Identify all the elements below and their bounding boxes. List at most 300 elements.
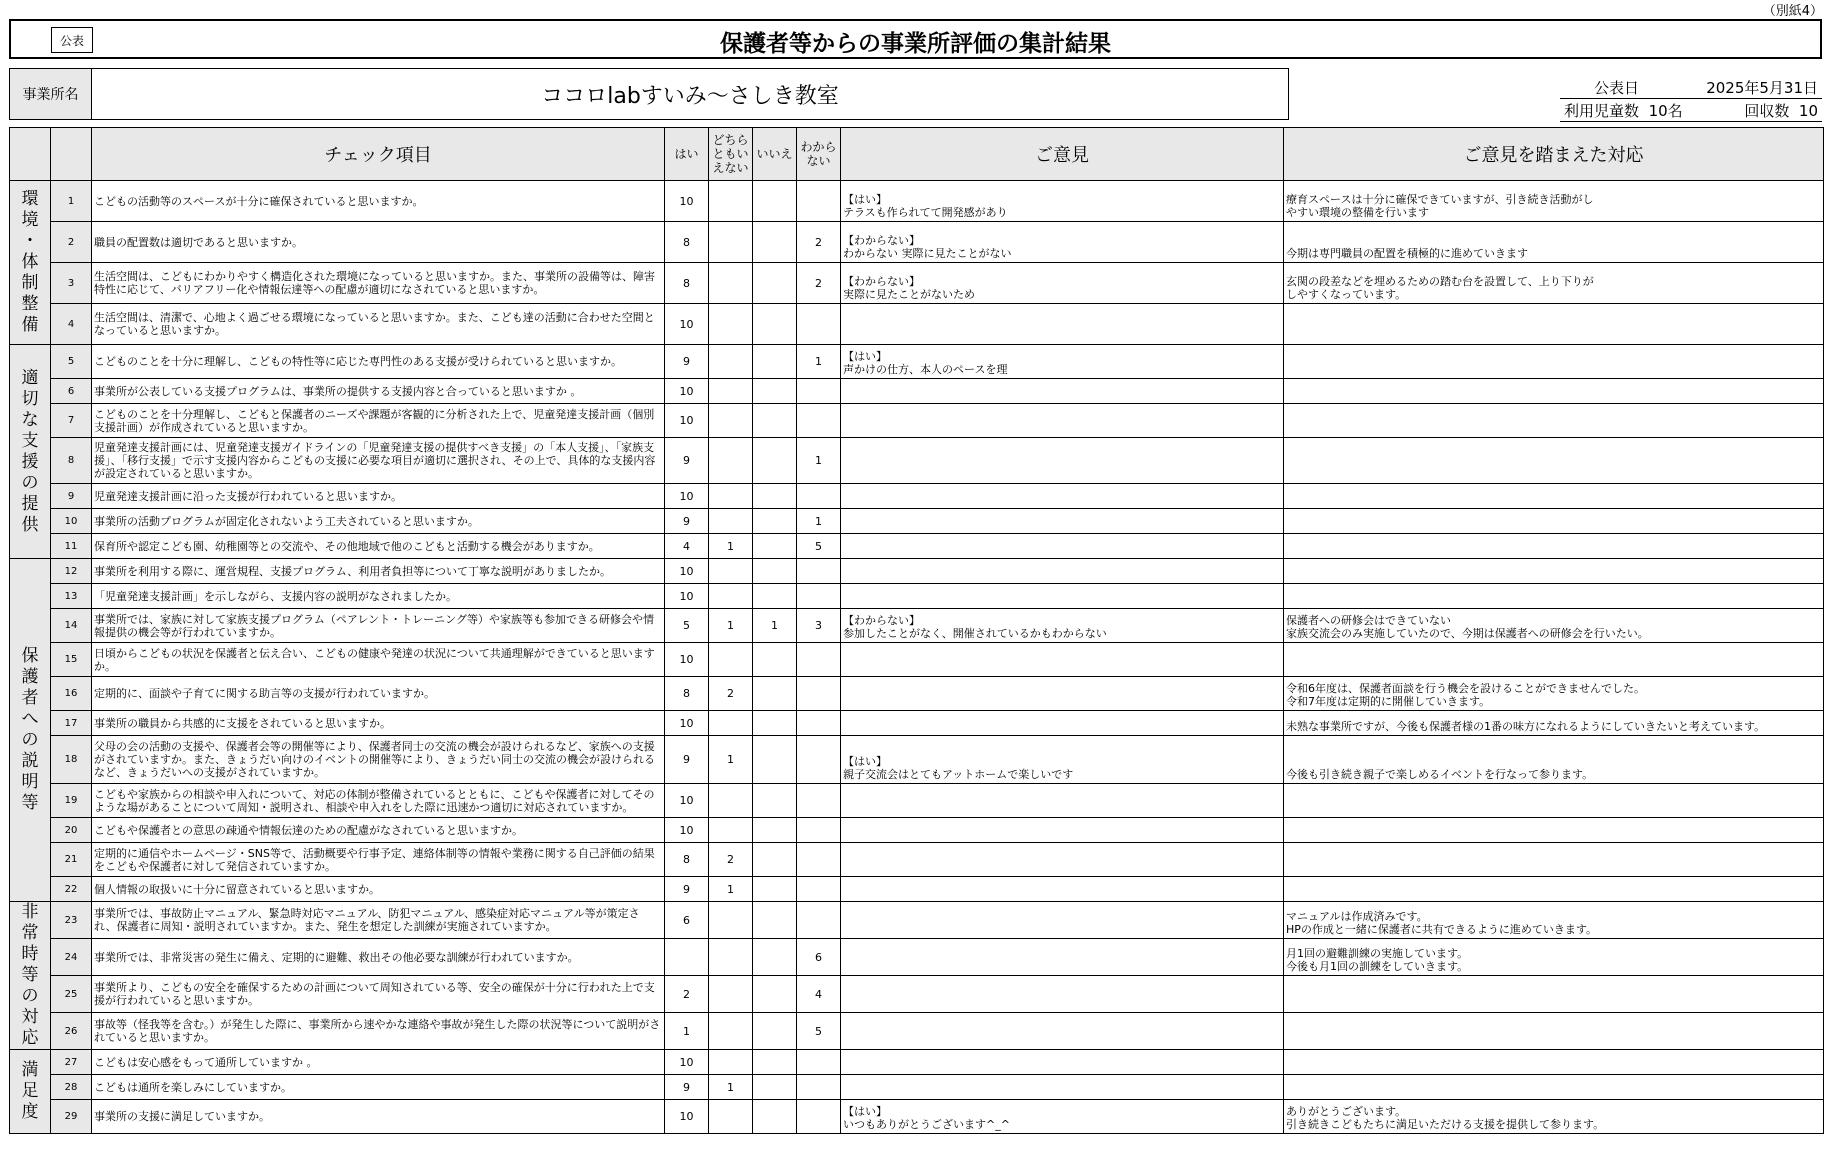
table-row [10, 438, 1824, 484]
yes-count: 10 [665, 1050, 709, 1075]
no-count [753, 677, 797, 711]
header-opinion: ご意見 [841, 128, 1284, 181]
opinion-text: 声かけの仕方、本人のペースを理 [843, 363, 1008, 376]
check-item-text: 事業所が公表している支援プログラムは、事業所の提供する支援内容と合っていると思いますか 。 [92, 379, 665, 404]
table-row [10, 222, 1824, 263]
item-number: 9 [51, 484, 92, 509]
unknown-count: 3 [797, 609, 841, 643]
opinion-text: テラスも作られてて開発感があり [843, 206, 1008, 219]
item-number: 2 [51, 222, 92, 263]
category-char: 境 [21, 210, 39, 230]
category-char: 供 [21, 514, 39, 535]
check-item-text: 職員の配置数は適切であると思いますか。 [92, 222, 665, 263]
category-cell [10, 345, 51, 559]
yes-count: 4 [665, 534, 709, 559]
response-text: 保護者への研修会はできていない 家族交流会のみ実施していたので、今期は保護者への研修会を行いたい。 [1284, 609, 1824, 643]
no-count [753, 1075, 797, 1100]
response-text [1284, 438, 1824, 484]
opinion-cell [841, 784, 1284, 818]
neither-count [709, 484, 753, 509]
category-char: 説 [21, 751, 39, 771]
category-char: 等 [21, 965, 39, 985]
yes-count: 5 [665, 609, 709, 643]
table-row [10, 976, 1824, 1013]
public-badge: 公表 [51, 27, 93, 53]
check-item-text: 定期的に、面談や子育てに関する助言等の支援が行われていますか。 [92, 677, 665, 711]
opinion-cell [841, 438, 1284, 484]
yes-count: 9 [665, 877, 709, 902]
neither-count [709, 784, 753, 818]
no-count [753, 643, 797, 677]
response-text [1284, 559, 1824, 584]
item-number: 20 [51, 818, 92, 843]
page-title: 保護者等からの事業所評価の集計結果 [720, 31, 1111, 57]
opinion-tag: 【はい】 [843, 193, 887, 206]
item-number: 16 [51, 677, 92, 711]
yes-count: 10 [665, 711, 709, 736]
yes-count: 9 [665, 509, 709, 534]
yes-count: 10 [665, 181, 709, 222]
table-row [10, 304, 1824, 345]
category-char: 明 [21, 772, 39, 792]
unknown-count: 2 [797, 263, 841, 304]
opinion-cell [841, 404, 1284, 438]
no-count [753, 784, 797, 818]
unknown-count [797, 843, 841, 877]
neither-count: 2 [709, 843, 753, 877]
response-text: 今後も引き続き親子で楽しめるイベントを行なって参ります。 [1284, 736, 1824, 784]
opinion-cell [841, 484, 1284, 509]
opinion-cell [841, 263, 1284, 304]
category-cell [10, 1050, 51, 1134]
category-char: 整 [21, 294, 39, 314]
opinion-cell [841, 643, 1284, 677]
category-char: の [21, 986, 39, 1006]
check-item-text: 事業所を利用する際に、運営規程、支援プログラム、利用者負担等について丁寧な説明がありましたか。 [92, 559, 665, 584]
response-text [1284, 345, 1824, 379]
response-text [1284, 784, 1824, 818]
no-count [753, 711, 797, 736]
opinion-cell [841, 1075, 1284, 1100]
unknown-count [797, 677, 841, 711]
yes-count: 10 [665, 784, 709, 818]
category-char: 足 [21, 1081, 39, 1101]
yes-count: 10 [665, 379, 709, 404]
response-text: 月1回の避難訓練の実施しています。 今後も月1回の訓練をしていきます。 [1284, 939, 1824, 976]
opinion-cell [841, 559, 1284, 584]
response-text [1284, 976, 1824, 1013]
opinion-cell [841, 1100, 1284, 1134]
category-char: 保 [21, 646, 39, 666]
check-item-text: 定期的に通信やホームページ・SNS等で、活動概要や行事予定、連絡体制等の情報や業務に関する自己評価の結果をこどもや保護者に対して発信されていますか。 [92, 843, 665, 877]
response-text: マニュアルは作成済みです。 HPの作成と一緒に保護者に共有できるように進めていきます。 [1284, 902, 1824, 939]
yes-count: 10 [665, 584, 709, 609]
table-row [10, 1013, 1824, 1050]
category-char: 者 [21, 688, 39, 708]
no-count: 1 [753, 609, 797, 643]
responses-count: 回収数 10 [1744, 102, 1818, 120]
response-text [1284, 534, 1824, 559]
opinion-cell [841, 345, 1284, 379]
table-row [10, 843, 1824, 877]
category-char: 応 [21, 1028, 39, 1048]
opinion-tag: 【はい】 [843, 1105, 887, 1118]
yes-count: 8 [665, 843, 709, 877]
response-text [1284, 404, 1824, 438]
unknown-count [797, 484, 841, 509]
item-number: 6 [51, 379, 92, 404]
opinion-cell [841, 843, 1284, 877]
response-text [1284, 1050, 1824, 1075]
neither-count [709, 939, 753, 976]
no-count [753, 939, 797, 976]
response-text [1284, 843, 1824, 877]
category-char: 非 [21, 902, 39, 922]
opinion-cell [841, 1050, 1284, 1075]
table-row [10, 404, 1824, 438]
table-header-row [10, 128, 1824, 181]
category-char: へ [21, 709, 39, 729]
opinion-cell [841, 902, 1284, 939]
neither-count [709, 976, 753, 1013]
opinion-cell [841, 584, 1284, 609]
item-number: 12 [51, 559, 92, 584]
opinion-cell [841, 677, 1284, 711]
unknown-count: 1 [797, 509, 841, 534]
title-box [9, 19, 1822, 59]
category-char: な [21, 409, 39, 430]
category-char: の [21, 730, 39, 750]
check-item-text: 事業所より、こどもの安全を確保するための計画について周知されている等、安全の確保が十分に行われた上で支援が行われていると思いますか。 [92, 976, 665, 1013]
neither-count [709, 222, 753, 263]
check-item-text: こどもの活動等のスペースが十分に確保されていると思いますか。 [92, 181, 665, 222]
table-row [10, 784, 1824, 818]
no-count [753, 509, 797, 534]
category-char: 環 [21, 189, 39, 209]
table-row [10, 345, 1824, 379]
opinion-text: 参加したことがなく、開催されているかもわからない [843, 627, 1107, 640]
item-number: 1 [51, 181, 92, 222]
unknown-count [797, 877, 841, 902]
table-row [10, 559, 1824, 584]
opinion-text: 親子交流会はとてもアットホームで楽しいです [843, 768, 1074, 781]
yes-count: 8 [665, 677, 709, 711]
response-text [1284, 877, 1824, 902]
response-text [1284, 484, 1824, 509]
unknown-count: 5 [797, 1013, 841, 1050]
neither-count [709, 1100, 753, 1134]
item-number: 26 [51, 1013, 92, 1050]
response-text: 令和6年度は、保護者面談を行う機会を設けることができませんでした。 令和7年度は定期的に開催していきます。 [1284, 677, 1824, 711]
opinion-tag: 【わからない】 [843, 614, 920, 627]
check-item-text: 個人情報の取扱いに十分に留意されていると思いますか。 [92, 877, 665, 902]
neither-count [709, 559, 753, 584]
response-text [1284, 509, 1824, 534]
response-text: 療育スペースは十分に確保できていますが、引き続き活動がし やすい環境の整備を行います [1284, 181, 1824, 222]
table-row [10, 711, 1824, 736]
no-count [753, 584, 797, 609]
neither-count [709, 818, 753, 843]
no-count [753, 902, 797, 939]
category-char: の [21, 472, 39, 493]
category-char: 備 [21, 315, 39, 335]
check-item-text: 父母の会の活動の支援や、保護者会等の開催等により、保護者同士の交流の機会が設けられるなど、家族への支援がされていますか。また、きょうだい向けのイベントの開催等により、きょうだい同士の交流の機会が設けられるなど、きょうだいへの支援がされていますか。 [92, 736, 665, 784]
header-no: いいえ [753, 128, 797, 181]
header-neither: どちらともいえない [709, 128, 753, 181]
category-char: 支 [21, 430, 39, 451]
category-char: 援 [21, 451, 39, 472]
opinion-text: 実際に見たことがないため [843, 288, 975, 301]
response-text: 今期は専門職員の配置を積極的に進めていきます [1284, 222, 1824, 263]
header-check-item: チェック項目 [92, 128, 665, 181]
evaluation-table [9, 127, 1824, 1134]
neither-count [709, 1013, 753, 1050]
item-number: 23 [51, 902, 92, 939]
item-number: 10 [51, 509, 92, 534]
table-row [10, 877, 1824, 902]
unknown-count [797, 404, 841, 438]
response-text: 未熟な事業所ですが、今後も保護者様の1番の味方になれるようにしていきたいと考えています。 [1284, 711, 1824, 736]
table-row [10, 677, 1824, 711]
table-row [10, 643, 1824, 677]
table-row [10, 534, 1824, 559]
neither-count: 1 [709, 534, 753, 559]
neither-count [709, 304, 753, 345]
unknown-count [797, 736, 841, 784]
category-char: 時 [21, 944, 39, 964]
item-number: 15 [51, 643, 92, 677]
response-text [1284, 379, 1824, 404]
check-item-text: こどもは通所を楽しみにしていますか。 [92, 1075, 665, 1100]
no-count [753, 304, 797, 345]
no-count [753, 438, 797, 484]
unknown-count: 2 [797, 222, 841, 263]
no-count [753, 877, 797, 902]
table-row [10, 263, 1824, 304]
check-item-text: 事業所では、家族に対して家族支援プログラム（ペアレント・トレーニング等）や家族等も参加できる研修会や情報提供の機会等が行われていますか。 [92, 609, 665, 643]
opinion-cell [841, 609, 1284, 643]
neither-count: 1 [709, 1075, 753, 1100]
unknown-count [797, 818, 841, 843]
item-number: 18 [51, 736, 92, 784]
table-row [10, 181, 1824, 222]
neither-count [709, 902, 753, 939]
neither-count: 2 [709, 677, 753, 711]
category-char: ・ [21, 231, 39, 251]
meta-info [1560, 76, 1822, 122]
check-item-text: こどものことを十分理解し、こどもと保護者のニーズや課題が客観的に分析された上で、児童発達支援計画（個別支援計画）が作成されていると思いますか。 [92, 404, 665, 438]
header-unknown: わからない [797, 128, 841, 181]
check-item-text: こどもや保護者との意思の疎通や情報伝達のための配慮がなされていると思いますか。 [92, 818, 665, 843]
response-text [1284, 818, 1824, 843]
item-number: 24 [51, 939, 92, 976]
category-char: 等 [21, 793, 39, 813]
item-number: 27 [51, 1050, 92, 1075]
table-row [10, 939, 1824, 976]
check-item-text: 児童発達支援計画には、児童発達支援ガイドラインの「児童発達支援の提供すべき支援」の「本人支援」、「家族支援」、「移行支援」で示す支援内容からこどもの支援に必要な項目が適切に選択され、その上で、具体的な支援内容が設定されていると思いますか。 [92, 438, 665, 484]
category-cell [10, 181, 51, 345]
opinion-tag: 【わからない】 [843, 275, 920, 288]
opinion-cell [841, 534, 1284, 559]
neither-count: 1 [709, 609, 753, 643]
unknown-count [797, 784, 841, 818]
check-item-text: 生活空間は、こどもにわかりやすく構造化された環境になっていると思いますか。また、事業所の設備等は、障害特性に応じて、バリアフリー化や情報伝達等への配慮が適切になされていると思いますか。 [92, 263, 665, 304]
opinion-cell [841, 379, 1284, 404]
yes-count: 10 [665, 484, 709, 509]
opinion-text: いつもありがとうございます^_^ [843, 1118, 1010, 1131]
check-item-text: 日頃からこどもの状況を保護者と伝え合い、こどもの健康や発達の状況について共通理解ができていると思いますか。 [92, 643, 665, 677]
opinion-cell [841, 736, 1284, 784]
item-number: 3 [51, 263, 92, 304]
no-count [753, 976, 797, 1013]
unknown-count: 6 [797, 939, 841, 976]
table-row [10, 609, 1824, 643]
item-number: 5 [51, 345, 92, 379]
check-item-text: 保育所や認定こども園、幼稚園等との交流や、その他地域で他のこどもと活動する機会がありますか。 [92, 534, 665, 559]
opinion-cell [841, 939, 1284, 976]
appendix-label: （別紙4） [1762, 4, 1823, 19]
unknown-count: 1 [797, 438, 841, 484]
table-row [10, 736, 1824, 784]
no-count [753, 222, 797, 263]
no-count [753, 345, 797, 379]
no-count [753, 843, 797, 877]
unknown-count [797, 902, 841, 939]
header-number [51, 128, 92, 181]
check-item-text: 事業所の支援に満足していますか。 [92, 1100, 665, 1134]
check-item-text: こどもは安心感をもって通所していますか 。 [92, 1050, 665, 1075]
yes-count: 10 [665, 404, 709, 438]
yes-count: 9 [665, 736, 709, 784]
unknown-count: 1 [797, 345, 841, 379]
unknown-count [797, 1050, 841, 1075]
item-number: 13 [51, 584, 92, 609]
item-number: 11 [51, 534, 92, 559]
table-body [10, 181, 1824, 1134]
neither-count [709, 584, 753, 609]
category-char: 制 [21, 273, 39, 293]
no-count [753, 559, 797, 584]
opinion-cell [841, 711, 1284, 736]
opinion-cell [841, 304, 1284, 345]
neither-count: 1 [709, 736, 753, 784]
response-text [1284, 643, 1824, 677]
no-count [753, 1013, 797, 1050]
unknown-count [797, 559, 841, 584]
opinion-text: わからない 実際に見たことがない [843, 247, 1012, 260]
opinion-cell [841, 509, 1284, 534]
check-item-text: 「児童発達支援計画」を示しながら、支援内容の説明がなされましたか。 [92, 584, 665, 609]
item-number: 22 [51, 877, 92, 902]
neither-count [709, 263, 753, 304]
table-row [10, 379, 1824, 404]
published-label: 公表日 [1594, 79, 1640, 97]
item-number: 29 [51, 1100, 92, 1134]
yes-count: 10 [665, 559, 709, 584]
yes-count: 10 [665, 304, 709, 345]
category-char: 適 [21, 367, 39, 388]
opinion-cell [841, 877, 1284, 902]
no-count [753, 181, 797, 222]
yes-count: 1 [665, 1013, 709, 1050]
yes-count: 2 [665, 976, 709, 1013]
yes-count: 9 [665, 438, 709, 484]
published-date: 2025年5月31日 [1706, 79, 1818, 97]
response-text [1284, 584, 1824, 609]
response-text [1284, 1013, 1824, 1050]
neither-count [709, 438, 753, 484]
table-row [10, 1100, 1824, 1134]
item-number: 25 [51, 976, 92, 1013]
check-item-text: 事業所では、事故防止マニュアル、緊急時対応マニュアル、防犯マニュアル、感染症対応マニュアル等が策定され、保護者に周知・説明されていますか。また、発生を想定した訓練が実施されていますか。 [92, 902, 665, 939]
item-number: 21 [51, 843, 92, 877]
yes-count [665, 939, 709, 976]
unknown-count: 5 [797, 534, 841, 559]
response-text: ありがとうございます。 引き続きこどもたちに満足いただける支援を提供して参ります。 [1284, 1100, 1824, 1134]
neither-count: 1 [709, 877, 753, 902]
neither-count [709, 1050, 753, 1075]
category-char: 提 [21, 493, 39, 514]
neither-count [709, 711, 753, 736]
table-row [10, 584, 1824, 609]
table-row [10, 484, 1824, 509]
yes-count: 8 [665, 263, 709, 304]
opinion-tag: 【わからない】 [843, 234, 920, 247]
opinion-cell [841, 818, 1284, 843]
category-char: 常 [21, 923, 39, 943]
check-item-text: 事業所の活動プログラムが固定化されないよう工夫されていると思いますか。 [92, 509, 665, 534]
yes-count: 10 [665, 818, 709, 843]
check-item-text: 生活空間は、清潔で、心地よく過ごせる環境になっていると思いますか。また、こども達の活動に合わせた空間となっていると思いますか。 [92, 304, 665, 345]
yes-count: 10 [665, 1100, 709, 1134]
item-number: 19 [51, 784, 92, 818]
unknown-count [797, 1100, 841, 1134]
check-item-text: 児童発達支援計画に沿った支援が行われていると思いますか。 [92, 484, 665, 509]
category-char: 度 [21, 1102, 39, 1122]
item-number: 4 [51, 304, 92, 345]
check-item-text: こどものことを十分に理解し、こどもの特性等に応じた専門性のある支援が受けられていると思いますか。 [92, 345, 665, 379]
table-row [10, 818, 1824, 843]
category-cell [10, 902, 51, 1050]
table-row [10, 1050, 1824, 1075]
opinion-cell [841, 181, 1284, 222]
response-text: 玄関の段差などを埋めるための踏む台を設置して、上り下りが しやすくなっています。 [1284, 263, 1824, 304]
no-count [753, 379, 797, 404]
opinion-cell [841, 1013, 1284, 1050]
neither-count [709, 643, 753, 677]
item-number: 14 [51, 609, 92, 643]
children-count: 利用児童数 10名 [1564, 102, 1683, 120]
check-item-text: 事業所の職員から共感的に支援をされていると思いますか。 [92, 711, 665, 736]
unknown-count [797, 379, 841, 404]
no-count [753, 404, 797, 438]
neither-count [709, 404, 753, 438]
check-item-text: 事故等（怪我等を含む。）が発生した際に、事業所から速やかな連絡や事故が発生した際の状況等について説明がされていると思いますか。 [92, 1013, 665, 1050]
yes-count: 9 [665, 1075, 709, 1100]
facility-name-box [9, 68, 1289, 120]
unknown-count [797, 711, 841, 736]
opinion-cell [841, 976, 1284, 1013]
neither-count [709, 181, 753, 222]
facility-name: ココロlabすいみ～さしき教室 [541, 83, 839, 109]
no-count [753, 818, 797, 843]
item-number: 28 [51, 1075, 92, 1100]
unknown-count: 4 [797, 976, 841, 1013]
header-category [10, 128, 51, 181]
neither-count [709, 509, 753, 534]
category-char: 満 [21, 1060, 39, 1080]
yes-count: 9 [665, 345, 709, 379]
